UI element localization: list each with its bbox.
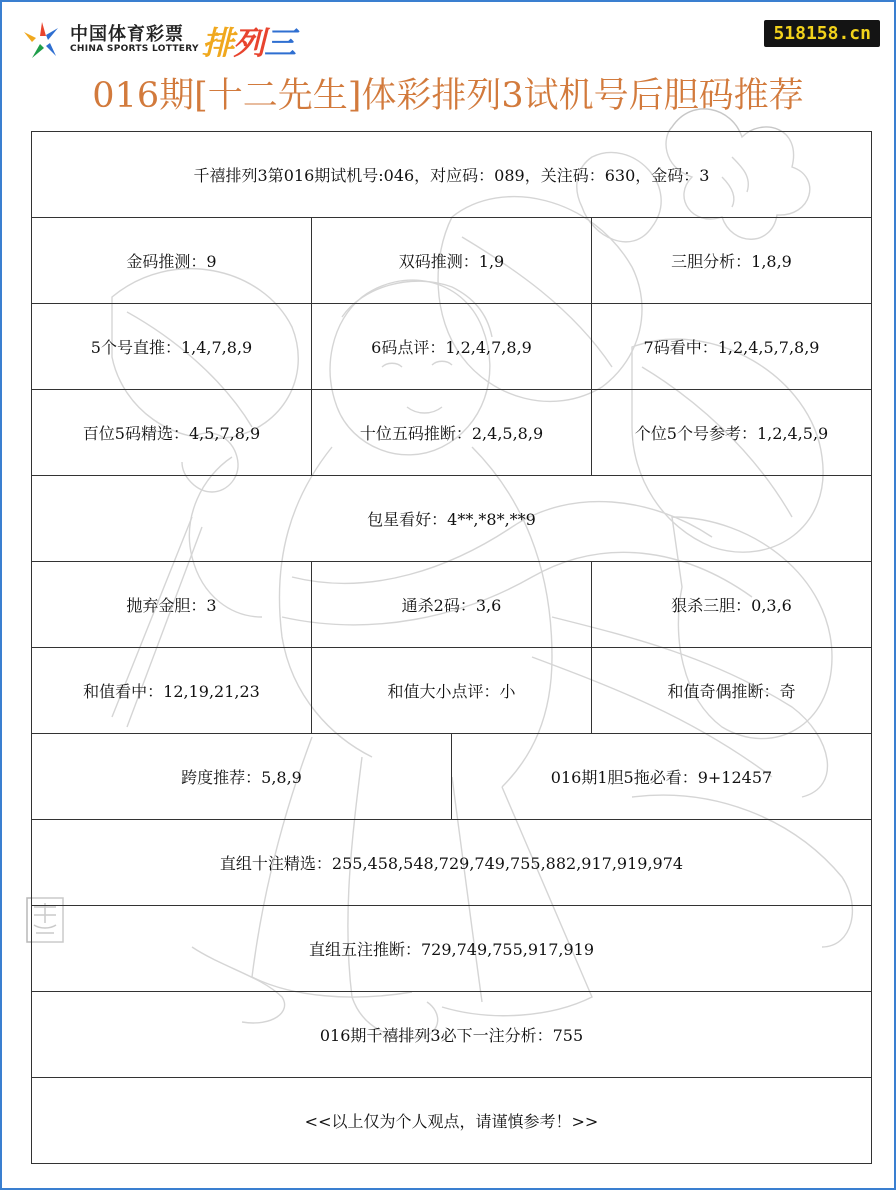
- kill-two-codes: 通杀2码：3,6: [312, 562, 592, 647]
- five-number-pick: 5个号直推：1,4,7,8,9: [32, 304, 312, 389]
- discard-gold-dan: 抛弃金胆：3: [32, 562, 312, 647]
- lottery-logo-icon: [20, 18, 64, 62]
- single-bet-analysis: 016期千禧排列3必下一注分析：755: [32, 992, 872, 1077]
- six-code-review: 6码点评：1,2,4,7,8,9: [312, 304, 592, 389]
- table-row: [31, 733, 872, 819]
- table-row: [31, 475, 872, 561]
- logo-chinese-text: 中国体育彩票: [70, 24, 184, 45]
- one-dan-five-drag: 016期1胆5拖必看：9+12457: [452, 734, 872, 819]
- table-row: [31, 217, 872, 303]
- units-five-codes: 个位5个号参考：1,2,4,5,9: [592, 390, 872, 475]
- ten-combos-pick: 直组十注精选：255,458,548,729,749,755,882,917,919,974: [32, 820, 872, 905]
- header: [2, 2, 894, 132]
- table-row: [31, 647, 872, 733]
- sum-size-review: 和值大小点评：小: [312, 648, 592, 733]
- table-row: [31, 303, 872, 389]
- logo-english-text: CHINA SPORTS LOTTERY: [70, 44, 199, 54]
- logo-game-char-2: 列: [233, 24, 265, 62]
- recommendation-table: [31, 131, 872, 1164]
- three-dan-analysis: 三胆分析：1,8,9: [592, 218, 872, 303]
- sum-value-pick: 和值看中：12,19,21,23: [32, 648, 312, 733]
- lottery-logo: [20, 18, 330, 64]
- span-recommendation: 跨度推荐：5,8,9: [32, 734, 452, 819]
- site-badge[interactable]: 518158.cn: [764, 20, 880, 47]
- table-row: [31, 131, 872, 217]
- seven-code-pick: 7码看中：1,2,4,5,7,8,9: [592, 304, 872, 389]
- kill-three-dan: 狠杀三胆：0,3,6: [592, 562, 872, 647]
- table-row: [31, 1077, 872, 1164]
- page-title: 016期[十二先生]体彩排列3试机号后胆码推荐: [92, 76, 804, 116]
- logo-game-name: [202, 18, 295, 64]
- table-row: [31, 991, 872, 1077]
- table-row: [31, 905, 872, 991]
- table-row: [31, 819, 872, 905]
- five-combos-judgement: 直组五注推断：729,749,755,917,919: [32, 906, 872, 991]
- tens-five-codes: 十位五码推断：2,4,5,8,9: [312, 390, 592, 475]
- trial-number-info: 千禧排列3第016期试机号:046，对应码：089，关注码：630，金码：3: [32, 132, 872, 217]
- table-row: [31, 561, 872, 647]
- gold-code-prediction: 金码推测：9: [32, 218, 312, 303]
- hundreds-five-codes: 百位5码精选：4,5,7,8,9: [32, 390, 312, 475]
- disclaimer-text: <<以上仅为个人观点，请谨慎参考！>>: [32, 1078, 872, 1163]
- position-star-pick: 包星看好：4**,*8*,**9: [32, 476, 872, 561]
- double-code-prediction: 双码推测：1,9: [312, 218, 592, 303]
- logo-game-char-3: 三: [264, 24, 296, 62]
- table-row: [31, 389, 872, 475]
- logo-game-char-1: 排: [202, 24, 234, 62]
- sum-parity-judgement: 和值奇偶推断：奇: [592, 648, 872, 733]
